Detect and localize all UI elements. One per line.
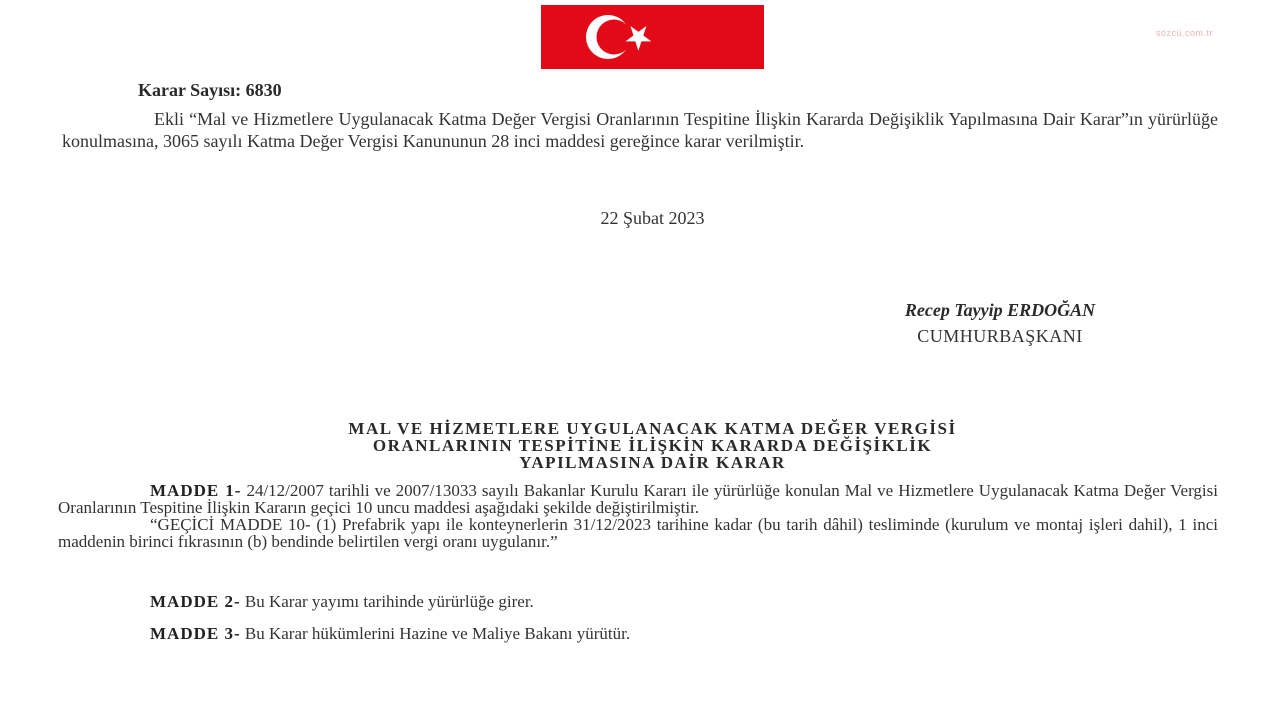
article-1-paragraph (58, 482, 1218, 516)
signature-block (800, 298, 1200, 348)
decree-title-line: ORANLARININ TESPİTİNE İLİŞKİN KARARDA DEĞİŞİKLİK (372, 436, 933, 455)
decree-title-line: YAPILMASINA DAİR KARAR (519, 453, 786, 472)
article-1-quote: “GEÇİCİ MADDE 10- (1) Prefabrik yapı ile konteynerlerin 31/12/2023 tarihine kadar (bu tarih dâhil) tesliminde (kurulum ve montaj işleri dahil), 1 inci maddenin birinci fıkrasının (b) bendinde belirtilen vergi oranı uygulanır.” (58, 515, 1218, 551)
article-1-text: 24/12/2007 tarihli ve 2007/13033 sayılı Bakanlar Kurulu Kararı ile yürürlüğe konulan Mal ve Hizmetlere Uygulanacak Katma Değer Vergisi Oranlarının Tespitine İlişkin Kararın geçici 10 uncu maddesi aşağıdaki şekilde değiştirilmiştir. (58, 481, 1218, 517)
article-3 (150, 624, 630, 644)
decision-number: Karar Sayısı: 6830 (138, 80, 282, 100)
decree-title-line: MAL VE HİZMETLERE UYGULANACAK KATMA DEĞER VERGİSİ (348, 419, 957, 438)
decree-title (90, 420, 1215, 471)
decision-date: 22 Şubat 2023 (600, 208, 705, 228)
article-2 (150, 592, 534, 612)
intro-paragraph: Ekli “Mal ve Hizmetlere Uygulanacak Katma Değer Vergisi Oranlarının Tespitine İlişkin Kararda Değişiklik Yapılmasına Dair Karar”ın yürürlüğe konulmasına, 3065 sayılı Katma Değer Vergisi Kanununun 28 inci maddesi gereğince karar verilmiştir. (62, 109, 1218, 151)
watermark-text: sözcü.com.tr (1156, 28, 1214, 38)
article-2-label: MADDE 2- (150, 592, 241, 611)
signer-name: Recep Tayyip ERDOĞAN (904, 300, 1096, 320)
article-3-text: Bu Karar hükümlerini Hazine ve Maliye Bakanı yürütür. (240, 624, 631, 643)
article-1 (58, 482, 1218, 550)
article-2-text: Bu Karar yayımı tarihinde yürürlüğe girer. (240, 592, 534, 611)
signer-title: CUMHURBAŞKANI (917, 326, 1083, 346)
article-1-label: MADDE 1- (150, 481, 242, 500)
turkish-flag-icon (541, 5, 764, 69)
article-3-label: MADDE 3- (150, 624, 241, 643)
